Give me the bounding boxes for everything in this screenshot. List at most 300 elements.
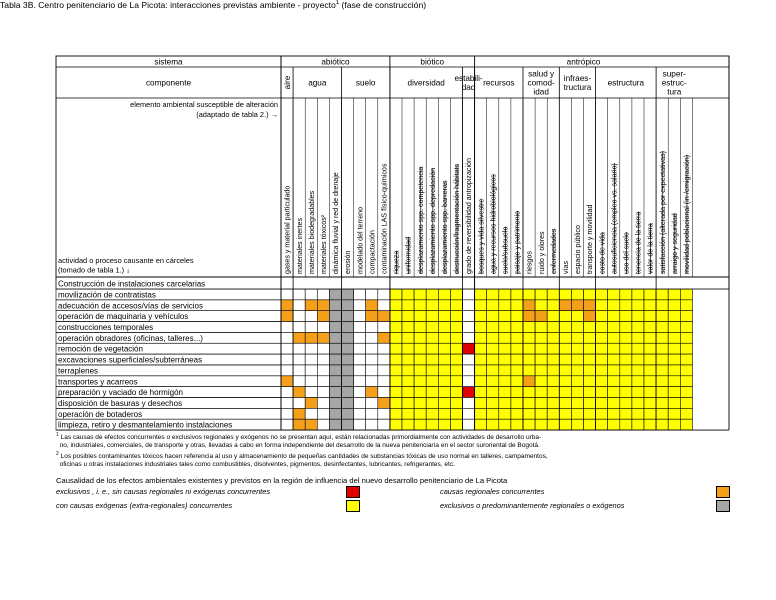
matrix-cell [632, 376, 644, 387]
matrix-cell [608, 408, 620, 419]
matrix-cell [342, 311, 354, 322]
matrix-cell [656, 289, 668, 300]
matrix-cell [620, 300, 632, 311]
matrix-cell [293, 387, 305, 398]
matrix-cell [668, 289, 680, 300]
matrix-cell [426, 387, 438, 398]
matrix-cell [644, 408, 656, 419]
matrix-cell [608, 332, 620, 343]
matrix-cell [390, 365, 402, 376]
legend-label-exclusive: exclusivos , i. e., sin causas regionales ni exógenas concurrentes [56, 487, 271, 496]
matrix-cell [499, 354, 511, 365]
matrix-cell [354, 354, 366, 365]
matrix-cell [378, 365, 390, 376]
column-label: grado de reversibilidad antropización [465, 158, 474, 274]
component-label: suelo [355, 78, 376, 88]
matrix-cell [535, 387, 547, 398]
matrix-cell [426, 332, 438, 343]
matrix-cell [354, 408, 366, 419]
matrix-cell [342, 419, 354, 430]
matrix-cell [511, 365, 523, 376]
legend-label-regional: causas regionales concurrentes [440, 487, 545, 496]
matrix-cell [293, 300, 305, 311]
matrix-cell [535, 289, 547, 300]
matrix-cell [547, 419, 559, 430]
matrix-cell [632, 322, 644, 333]
matrix-cell [390, 408, 402, 419]
matrix-cell [366, 376, 378, 387]
component-label: infraes-tructura [563, 74, 592, 92]
matrix-cell [680, 365, 692, 376]
matrix-cell [547, 376, 559, 387]
matrix-cell [668, 322, 680, 333]
matrix-cell [354, 365, 366, 376]
matrix-cell [511, 289, 523, 300]
matrix-cell [378, 354, 390, 365]
matrix-cell [656, 311, 668, 322]
matrix-cell [317, 343, 329, 354]
matrix-cell [596, 322, 608, 333]
matrix-cell [438, 343, 450, 354]
matrix-cell [293, 289, 305, 300]
matrix-cell [366, 311, 378, 322]
matrix-cell [475, 376, 487, 387]
matrix-cell [511, 387, 523, 398]
matrix-cell [281, 289, 293, 300]
matrix-cell [620, 387, 632, 398]
matrix-cell [632, 365, 644, 376]
matrix-cell [463, 311, 475, 322]
matrix-cell [329, 354, 341, 365]
matrix-cell [463, 408, 475, 419]
matrix-cell [632, 387, 644, 398]
column-label: vías [561, 260, 570, 274]
matrix-cell [366, 365, 378, 376]
matrix-cell [523, 398, 535, 409]
matrix-cell [523, 354, 535, 365]
matrix-cell [450, 398, 462, 409]
matrix-cell [342, 365, 354, 376]
matrix-cell [511, 311, 523, 322]
matrix-cell [523, 322, 535, 333]
column-label: costo de vida [598, 232, 607, 274]
matrix-cell [281, 376, 293, 387]
matrix-cell [535, 365, 547, 376]
matrix-cell [656, 419, 668, 430]
column-label: valor de la tierra [646, 223, 655, 274]
matrix-cell [584, 387, 596, 398]
matrix-cell [402, 343, 414, 354]
matrix-cell [571, 311, 583, 322]
matrix-cell [450, 322, 462, 333]
matrix-cell [354, 300, 366, 311]
matrix-cell [608, 322, 620, 333]
matrix-cell [402, 387, 414, 398]
matrix-cell [559, 332, 571, 343]
matrix-cell [463, 343, 475, 354]
matrix-cell [644, 398, 656, 409]
matrix-cell [281, 322, 293, 333]
matrix-cell [366, 289, 378, 300]
actividad-label: actividad o proceso causante en cárceles (tomado de tabla 1.) ↓ [58, 256, 194, 275]
matrix-cell [329, 300, 341, 311]
matrix-cell [366, 322, 378, 333]
matrix-cell [523, 332, 535, 343]
matrix-cell [608, 365, 620, 376]
matrix-cell [366, 343, 378, 354]
matrix-cell [559, 419, 571, 430]
matrix-cell [559, 376, 571, 387]
legend-swatch-yellow [346, 500, 360, 512]
matrix-cell [414, 300, 426, 311]
matrix-cell [402, 289, 414, 300]
matrix-cell [571, 419, 583, 430]
matrix-cell [438, 289, 450, 300]
matrix-cell [668, 311, 680, 322]
matrix-cell [378, 408, 390, 419]
matrix-cell [293, 332, 305, 343]
matrix-cell [475, 387, 487, 398]
matrix-cell [596, 365, 608, 376]
matrix-cell [390, 322, 402, 333]
matrix-cell [378, 343, 390, 354]
matrix-cell [559, 322, 571, 333]
matrix-cell [499, 311, 511, 322]
matrix-cell [414, 387, 426, 398]
matrix-cell [305, 289, 317, 300]
matrix-cell [450, 289, 462, 300]
matrix-cell [608, 419, 620, 430]
matrix-cell [414, 408, 426, 419]
matrix-cell [584, 419, 596, 430]
matrix-cell [378, 419, 390, 430]
matrix-cell [499, 365, 511, 376]
matrix-cell [378, 398, 390, 409]
matrix-cell [378, 387, 390, 398]
matrix-cell [571, 289, 583, 300]
matrix-cell [559, 300, 571, 311]
matrix-cell [668, 354, 680, 365]
matrix-cell [414, 322, 426, 333]
activity-label: adecuación de accesos/vías de servicios [58, 301, 203, 311]
matrix-cell [390, 354, 402, 365]
column-label: transporte y movilidad [586, 204, 595, 274]
matrix-cell [414, 311, 426, 322]
matrix-cell [305, 365, 317, 376]
matrix-cell [414, 354, 426, 365]
matrix-cell [584, 408, 596, 419]
matrix-cell [596, 408, 608, 419]
matrix-cell [329, 311, 341, 322]
matrix-cell [620, 343, 632, 354]
matrix-cell [596, 343, 608, 354]
matrix-cell [620, 322, 632, 333]
matrix-cell [414, 343, 426, 354]
matrix-cell [426, 398, 438, 409]
matrix-cell [644, 332, 656, 343]
matrix-cell [680, 332, 692, 343]
matrix-cell [656, 408, 668, 419]
matrix-cell [571, 332, 583, 343]
matrix-cell [656, 398, 668, 409]
column-label: materiales biodegradables [307, 190, 316, 274]
matrix-cell [463, 398, 475, 409]
matrix-cell [608, 300, 620, 311]
column-label: bosques y vida silvestre [477, 198, 486, 274]
matrix-cell [559, 354, 571, 365]
matrix-cell [463, 332, 475, 343]
matrix-cell [608, 387, 620, 398]
matrix-cell [487, 398, 499, 409]
matrix-cell [668, 376, 680, 387]
matrix-cell [402, 322, 414, 333]
matrix-cell [523, 300, 535, 311]
matrix-cell [656, 332, 668, 343]
matrix-cell [281, 387, 293, 398]
activity-label: terraplenes [58, 366, 99, 376]
matrix-cell [571, 408, 583, 419]
matrix-cell [329, 332, 341, 343]
matrix-cell [317, 387, 329, 398]
matrix-cell [329, 387, 341, 398]
matrix-cell [535, 354, 547, 365]
matrix-cell [305, 419, 317, 430]
matrix-cell [438, 300, 450, 311]
matrix-cell [535, 332, 547, 343]
column-label: destrucción/fragmentación hábitats [453, 163, 462, 274]
column-label: movilidad poblacional (in-/emigración) [682, 154, 691, 274]
matrix-cell [450, 343, 462, 354]
matrix-cell [523, 419, 535, 430]
matrix-cell [511, 408, 523, 419]
matrix-cell [475, 408, 487, 419]
matrix-cell [450, 311, 462, 322]
matrix-cell [390, 387, 402, 398]
matrix-cell [450, 419, 462, 430]
matrix-cell [329, 408, 341, 419]
matrix-cell [366, 419, 378, 430]
activity-label: operación obradores (oficinas, talleres...) [58, 333, 203, 343]
matrix-cell [499, 343, 511, 354]
matrix-cell [390, 300, 402, 311]
matrix-cell [475, 343, 487, 354]
matrix-cell [608, 311, 620, 322]
matrix-cell [438, 419, 450, 430]
matrix-cell [620, 311, 632, 322]
matrix-cell [463, 354, 475, 365]
column-label: riesgos [525, 251, 534, 274]
matrix-cell [342, 289, 354, 300]
activity-label: operación de botaderos [58, 409, 143, 419]
column-label: desplazamiento spp. competencia [416, 166, 425, 274]
matrix-cell [559, 365, 571, 376]
matrix-cell [293, 365, 305, 376]
matrix-cell [571, 365, 583, 376]
matrix-cell [305, 376, 317, 387]
component-label: agua [308, 78, 327, 88]
matrix-cell [317, 289, 329, 300]
matrix-cell [584, 398, 596, 409]
matrix-cell [680, 408, 692, 419]
matrix-cell [511, 332, 523, 343]
matrix-cell [293, 398, 305, 409]
matrix-cell [499, 387, 511, 398]
matrix-cell [499, 398, 511, 409]
matrix-cell [487, 387, 499, 398]
matrix-cell [281, 311, 293, 322]
activity-label: transportes y acarreos [58, 377, 138, 387]
matrix-cell [305, 322, 317, 333]
matrix-cell [342, 343, 354, 354]
matrix-cell [414, 332, 426, 343]
matrix-cell [329, 398, 341, 409]
matrix-cell [620, 289, 632, 300]
component-label: estructura [607, 78, 645, 88]
matrix-cell [475, 289, 487, 300]
matrix-cell [547, 322, 559, 333]
matrix-cell [547, 343, 559, 354]
column-label: uso del suelo [622, 232, 631, 274]
matrix-cell [342, 376, 354, 387]
matrix-cell [608, 343, 620, 354]
matrix-cell [317, 311, 329, 322]
matrix-cell [523, 387, 535, 398]
matrix-cell [402, 408, 414, 419]
column-label: autosuficiencia (empleo vs. salario) [610, 163, 619, 274]
matrix-cell [523, 376, 535, 387]
matrix-cell [438, 408, 450, 419]
matrix-cell [475, 365, 487, 376]
component-label: diversidad [407, 78, 445, 88]
matrix-cell [475, 398, 487, 409]
matrix-cell [402, 311, 414, 322]
matrix-cell [293, 408, 305, 419]
system-label: antrópico [566, 57, 601, 67]
matrix-cell [523, 311, 535, 322]
matrix-cell [390, 376, 402, 387]
matrix-cell [596, 289, 608, 300]
matrix-cell [499, 300, 511, 311]
matrix-cell [293, 354, 305, 365]
matrix-cell [426, 376, 438, 387]
matrix-cell [366, 398, 378, 409]
system-label: abiótico [321, 57, 350, 67]
matrix-cell [463, 376, 475, 387]
matrix-cell [438, 376, 450, 387]
matrix-cell [523, 289, 535, 300]
matrix-cell [571, 387, 583, 398]
matrix-cell [644, 343, 656, 354]
matrix-cell [402, 300, 414, 311]
component-label: super-estruc-tura [661, 69, 687, 97]
matrix-cell [402, 419, 414, 430]
column-label: satisfacción (alterada por expectativas) [658, 150, 667, 274]
matrix-cell [450, 354, 462, 365]
matrix-cell [620, 332, 632, 343]
matrix-cell [402, 332, 414, 343]
matrix-cell [317, 322, 329, 333]
column-label: agua y recursos hidrobiológicos [489, 174, 498, 274]
matrix-cell [293, 311, 305, 322]
matrix-cell [559, 311, 571, 322]
matrix-cell [644, 419, 656, 430]
matrix-cell [438, 332, 450, 343]
matrix-cell [305, 354, 317, 365]
matrix-cell [402, 354, 414, 365]
matrix-cell [426, 408, 438, 419]
matrix-cell [680, 419, 692, 430]
matrix-cell [608, 376, 620, 387]
matrix-cell [281, 354, 293, 365]
column-label: espacio público [574, 225, 583, 274]
matrix-cell [680, 387, 692, 398]
matrix-cell [632, 300, 644, 311]
column-label: suelo/subsuelo [501, 226, 510, 274]
column-label: uniformidad [404, 236, 413, 274]
matrix-cell [317, 332, 329, 343]
component-label: estabili-dad [454, 74, 483, 92]
matrix-cell [475, 322, 487, 333]
matrix-cell [547, 354, 559, 365]
matrix-cell [620, 365, 632, 376]
matrix-cell [620, 354, 632, 365]
activity-label: operación de maquinaria y vehículos [58, 312, 189, 322]
column-label: contaminación LAS físico-químicos [380, 163, 389, 274]
legend-swatch-red [346, 486, 360, 498]
column-label: enfermedades [549, 228, 558, 274]
matrix-cell [475, 311, 487, 322]
legend-swatch-orange [716, 486, 730, 498]
matrix-cell [511, 376, 523, 387]
matrix-cell [608, 289, 620, 300]
matrix-cell [632, 419, 644, 430]
matrix-cell [680, 322, 692, 333]
footnote-2: $^2$ Los posibles contaminantes tóxicos hacen referencia al uso y almacenamiento de pequeñas cantidades de substancias tóxicas de uso normal en talleres, campamentos, oficinas u otras instalaciones industriales tales como combustibles, disolventes, pigmentos, desinfectantes, lubricantes, refrigerantes, etc. [56, 451, 548, 469]
matrix-cell [342, 408, 354, 419]
matrix-cell [499, 408, 511, 419]
matrix-cell [511, 343, 523, 354]
matrix-cell [547, 365, 559, 376]
matrix-cell [475, 354, 487, 365]
section-label: Construcción de instalaciones carcelarias [58, 279, 206, 289]
matrix-cell [487, 365, 499, 376]
activity-label: movilización de contratistas [58, 290, 156, 300]
matrix-cell [656, 322, 668, 333]
matrix-cell [305, 408, 317, 419]
matrix-cell [281, 365, 293, 376]
matrix-cell [596, 387, 608, 398]
matrix-cell [390, 419, 402, 430]
sistema-header: sistema [154, 57, 183, 67]
component-label: recursos [483, 78, 515, 88]
activity-label: excavaciones superficiales/subterráneas [58, 355, 203, 365]
matrix-cell [547, 332, 559, 343]
legend-label-exogenous: con causas exógenas (extra-regionales) concurrentes [56, 501, 233, 510]
legend-title: Causalidad de los efectos ambientales existentes y previstos en la región de influencia del nuevo desarrollo penitenciario de La Picota [56, 476, 508, 485]
matrix-cell [475, 419, 487, 430]
matrix-cell [378, 289, 390, 300]
matrix-cell [535, 376, 547, 387]
matrix-cell [354, 322, 366, 333]
matrix-cell [426, 354, 438, 365]
matrix-cell [317, 398, 329, 409]
matrix-cell [317, 408, 329, 419]
matrix-cell [656, 365, 668, 376]
matrix-cell [293, 419, 305, 430]
matrix-cell [487, 322, 499, 333]
column-label: desplazamiento spp. depredación [428, 167, 437, 274]
column-label: dinámica fluvial y red de drenaje [332, 172, 341, 274]
